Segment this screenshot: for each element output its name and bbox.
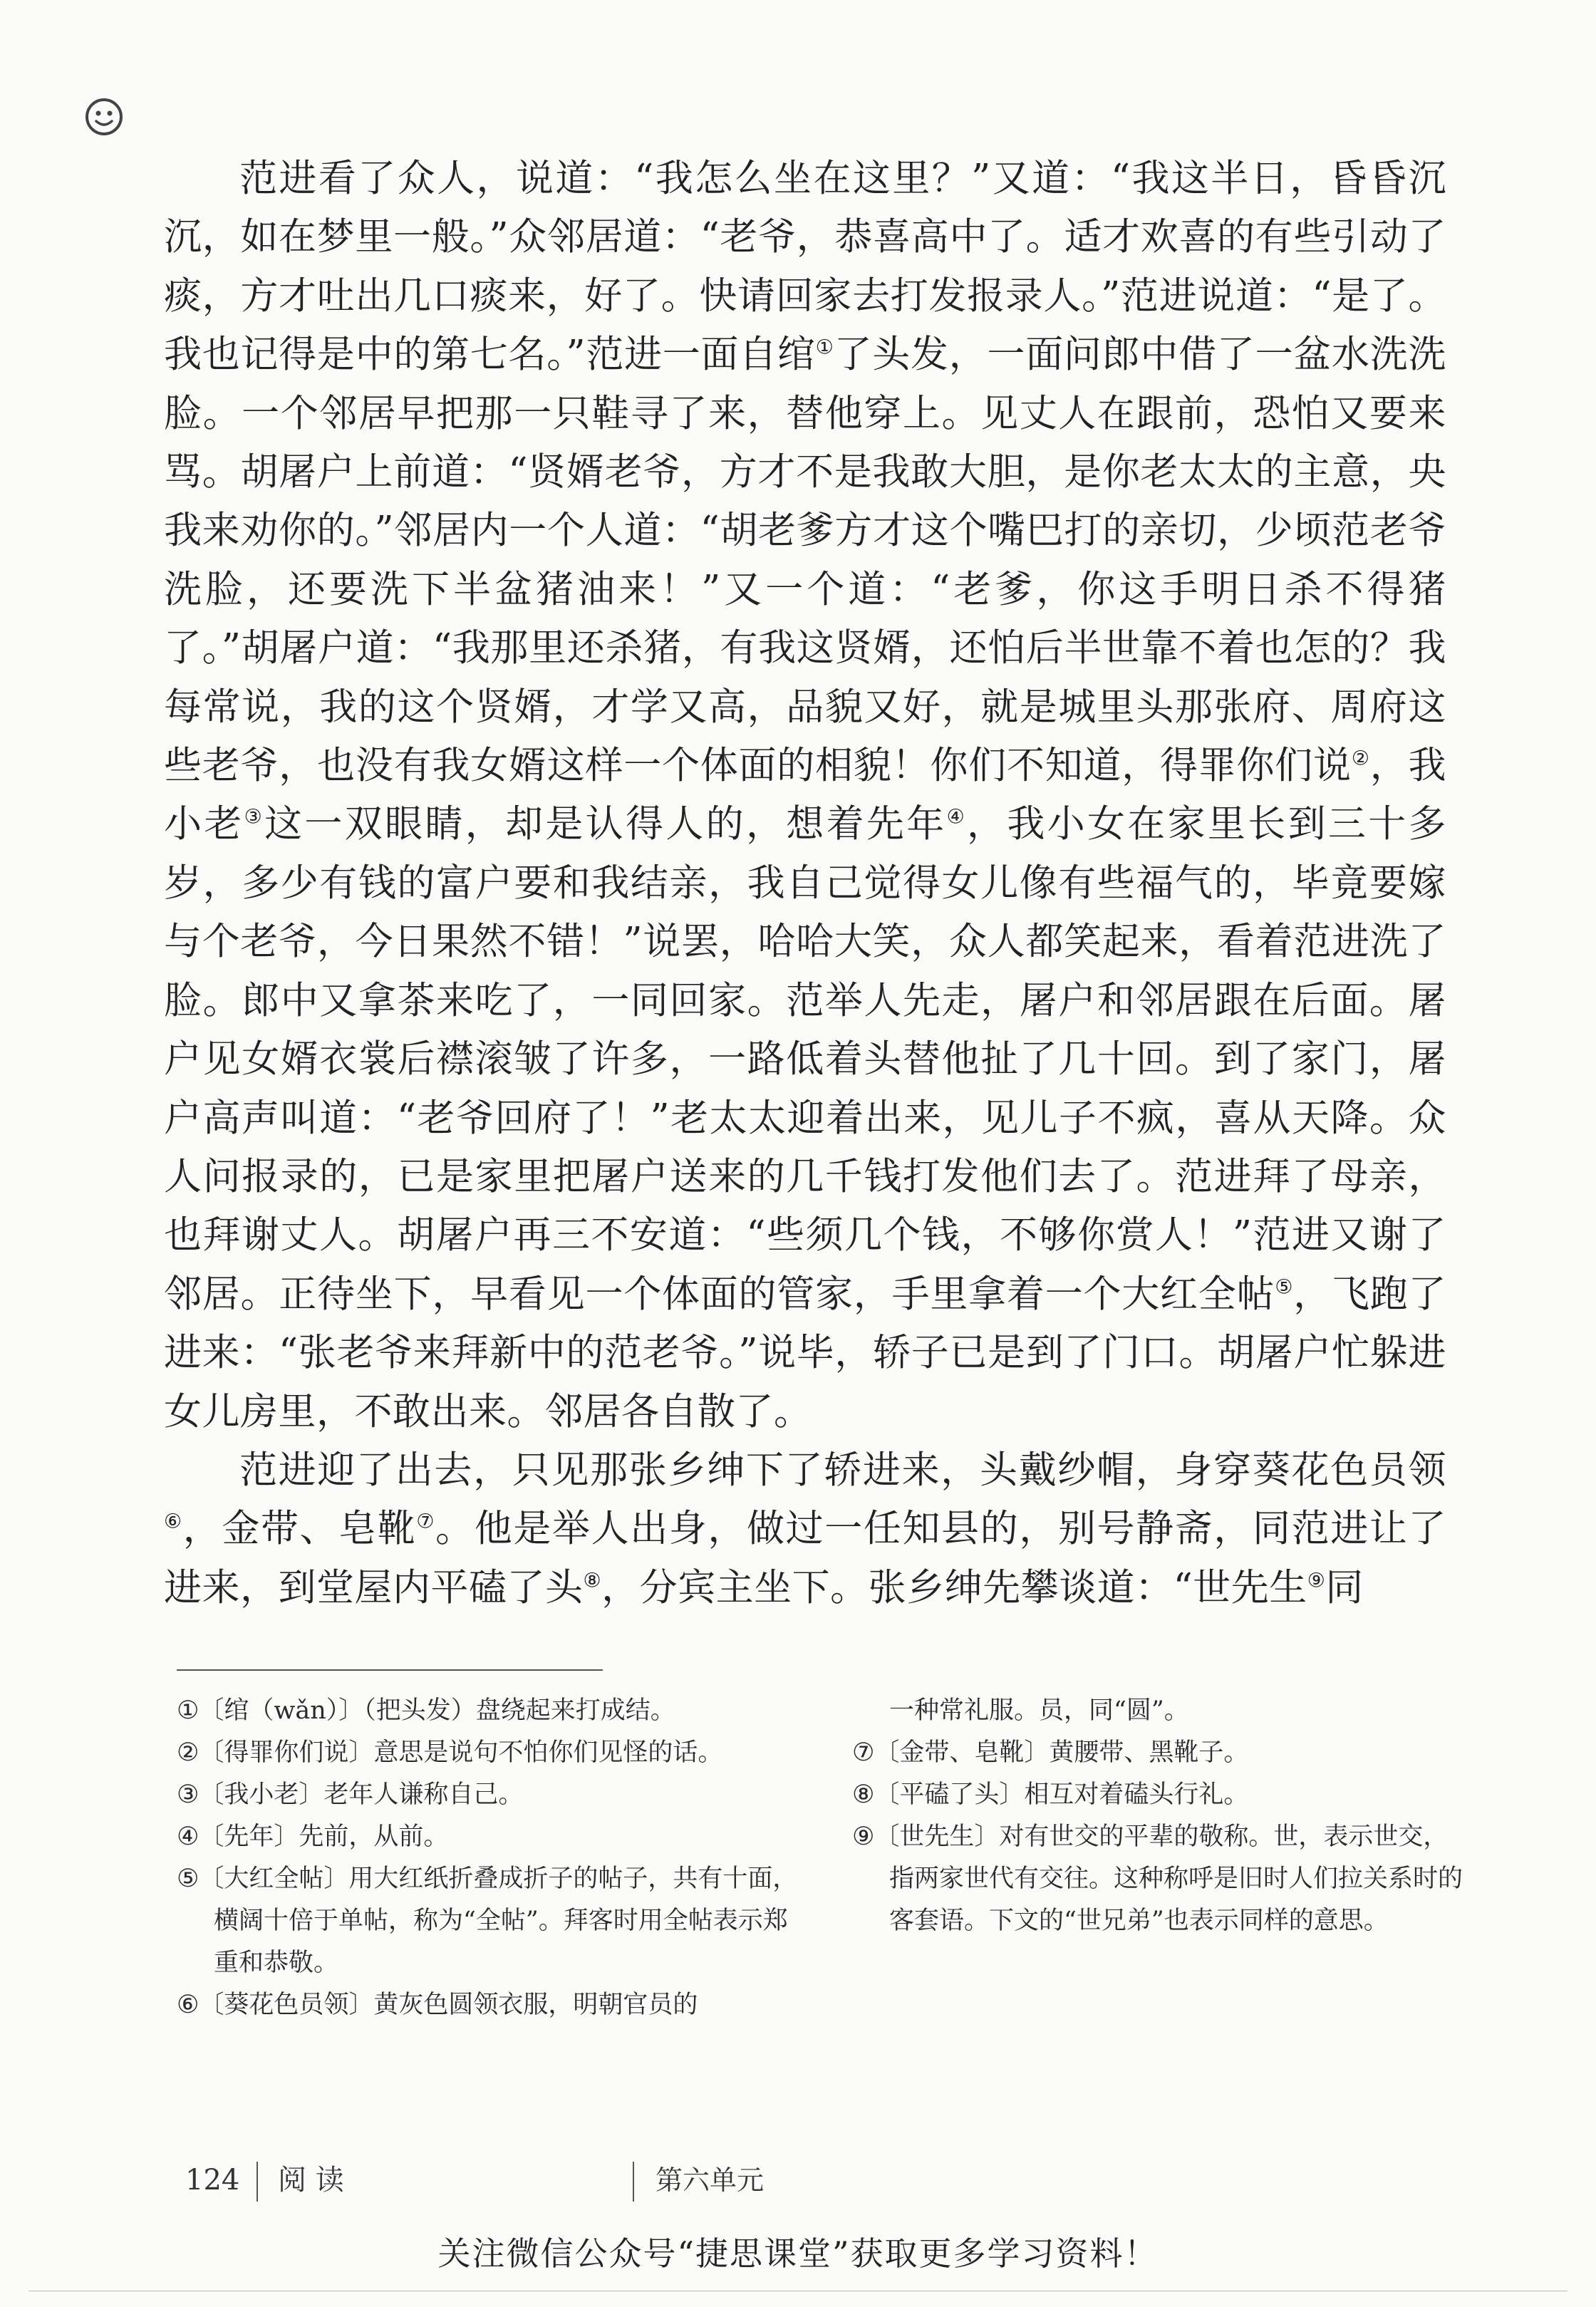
footnote-number: ②: [177, 1738, 200, 1767]
paragraph: [164, 150, 1446, 1441]
main-text: [164, 150, 1446, 1617]
footnote-number: ⑥: [177, 1991, 200, 2019]
footnote: [177, 1690, 804, 1732]
footnote: [852, 1774, 1465, 1816]
smiley-icon: [84, 97, 124, 137]
footnote-divider: [177, 1669, 603, 1671]
footnote-marker[interactable]: ④: [946, 804, 967, 829]
footnote-text: 〔葵花色员领〕黄灰色圆领衣服，明朝官员的: [199, 1991, 698, 2019]
footnote-text: 〔世先生〕对有世交的平辈的敬称。世，表示世交，指两家世代有交往。这种称呼是旧时人们拉关系时的客套语。下文的“世兄弟”也表示同样的意思。: [874, 1823, 1463, 1935]
page-footer: [185, 2159, 898, 2216]
footnote-text: 〔金带、皂靴〕黄腰带、黑靴子。: [874, 1738, 1249, 1767]
footnote-marker[interactable]: ①: [815, 335, 834, 359]
footer-separator: [256, 2162, 258, 2202]
footnote-6-continued: 一种常礼服。员，同“圆”。: [889, 1696, 1189, 1725]
text-run: ，金带、皂靴: [182, 1507, 417, 1551]
footnote-number: ⑨: [852, 1823, 875, 1851]
footnote-marker[interactable]: ⑤: [1275, 1275, 1294, 1299]
text-run: 了头发，一面问郎中借了一盆水洗洗脸。一个邻居早把那一只鞋寻了来，替他穿上。见丈人在跟前，恐怕又要来骂。胡屠户上前道：“贤婿老爷，方才不是我敢大胆，是你老太太的主意，央我来劝你的。”邻居内一个人道：“胡老爹方才这个嘴巴打的亲切，少顷范老爷洗脸，还要洗下半盆猪油来！”又一个道：“老爹，你这手明日杀不得猪了。”胡屠户道：“我那里还杀猪，有我这贤婿，还怕后半世靠不着也怎的？我每常说，我的这个贤婿，才学又高，品貌又好，就是城里头那张府、周府这些老爷，也没有我女婿这样一个体面的相貌！你们不知道，得罪你们说: [164, 333, 1446, 788]
text-run: ，分宾主坐下。张乡绅先攀谈道：“世先生: [601, 1565, 1307, 1609]
footnote-number: ④: [177, 1823, 200, 1851]
footnote: [177, 1774, 804, 1816]
footnote-text: 〔绾（wǎn）〕（把头发）盘绕起来打成结。: [199, 1696, 675, 1725]
footnote: [177, 1732, 804, 1774]
text-run: 范进看了众人，说道：“我怎么坐在这里？”又道：“我这半日，昏昏沉沉，如在梦里一般。”众邻居道：“老爷，恭喜高中了。适才欢喜的有些引动了痰，方才吐出几口痰来，好了。快请回家去打发报录人。”范进说道：“是了。我也记得是中的第七名。”范进一面自绾: [164, 157, 1446, 377]
footnote-text: 〔我小老〕老年人谦称自己。: [199, 1780, 524, 1809]
footnote-number: ⑧: [852, 1780, 875, 1809]
text-run: 这一双眼睛，却是认得人的，想着先年: [264, 802, 947, 846]
footnote-number: ③: [177, 1780, 200, 1809]
footnotes-left: [177, 1690, 804, 2026]
footnote-text: 〔得罪你们说〕意思是说句不怕你们见怪的话。: [199, 1738, 723, 1767]
text-run: 同: [1325, 1565, 1364, 1609]
footnote: [177, 1858, 804, 1984]
footnote-marker[interactable]: ⑦: [416, 1509, 436, 1533]
footer-separator: [633, 2162, 634, 2202]
section-label: 阅 读: [278, 2164, 344, 2197]
footnote-text: 〔先年〕先前，从前。: [199, 1823, 449, 1851]
text-run: ，飞跑了进来：“张老爷来拜新中的范老爷。”说毕，轿子已是到了门口。胡屠户忙躲进女儿房里，不敢出来。邻居各自散了。: [164, 1272, 1446, 1434]
text-run: ，我小女在家里长到三十多岁，多少有钱的富户要和我结亲，我自己觉得女儿像有些福气的，毕竟要嫁与个老爷，今日果然不错！”说罢，哈哈大笑，众人都笑起来，看着范进洗了脸。郎中又拿茶来吃了，一同回家。范举人先走，屠户和邻居跟在后面。屠户见女婿衣裳后襟滚皱了许多，一路低着头替他扯了几十回。到了家门，屠户高声叫道：“老爷回府了！”老太太迎着出来，见儿子不疯，喜从天降。众人问报录的，已是家里把屠户送来的几千钱打发他们去了。范进拜了母亲，也拜谢丈人。胡屠户再三不安道：“些须几个钱，不够你赏人！”范进又谢了邻居。正待坐下，早看见一个体面的管家，手里拿着一个大红全帖: [164, 802, 1447, 1316]
footnote: [852, 1816, 1465, 1942]
footnote-text: 〔大红全帖〕用大红纸折叠成折子的帖子，共有十面，横阔十倍于单帖，称为“全帖”。拜客时用全帖表示郑重和恭敬。: [199, 1865, 798, 1977]
text-run: 范进迎了出去，只见那张乡绅下了轿进来，头戴纱帽，身穿葵花色员领: [239, 1448, 1446, 1492]
text-run: 。他是举人出身，做过一任知县的，别号静斋，同范进让了进来，到堂屋内平磕了头: [164, 1507, 1446, 1609]
footnote-number: ①: [177, 1696, 200, 1725]
footnote-number: ⑦: [852, 1738, 875, 1767]
unit-label: 第六单元: [656, 2165, 765, 2196]
footnote: [177, 1816, 804, 1858]
footnotes-right: [852, 1690, 1465, 1942]
footnote: [177, 1984, 804, 2026]
footnote-marker[interactable]: ③: [244, 804, 265, 829]
footnote-marker[interactable]: ⑥: [164, 1509, 183, 1533]
footnote: [852, 1732, 1465, 1774]
footnote-marker[interactable]: ②: [1351, 746, 1370, 770]
watermark-text: 关注微信公众号“捷思课堂”获取更多学习资料！: [437, 2234, 1159, 2273]
paragraph: [164, 1441, 1446, 1617]
footnote-text: 〔平磕了头〕相互对着磕头行礼。: [874, 1780, 1249, 1809]
footnote-number: ⑤: [177, 1865, 200, 1893]
footnote-marker[interactable]: ⑨: [1307, 1568, 1326, 1592]
footnote-marker[interactable]: ⑧: [583, 1568, 602, 1592]
text-run: ，我小老: [164, 744, 1447, 846]
page-number: 124: [185, 2164, 240, 2197]
